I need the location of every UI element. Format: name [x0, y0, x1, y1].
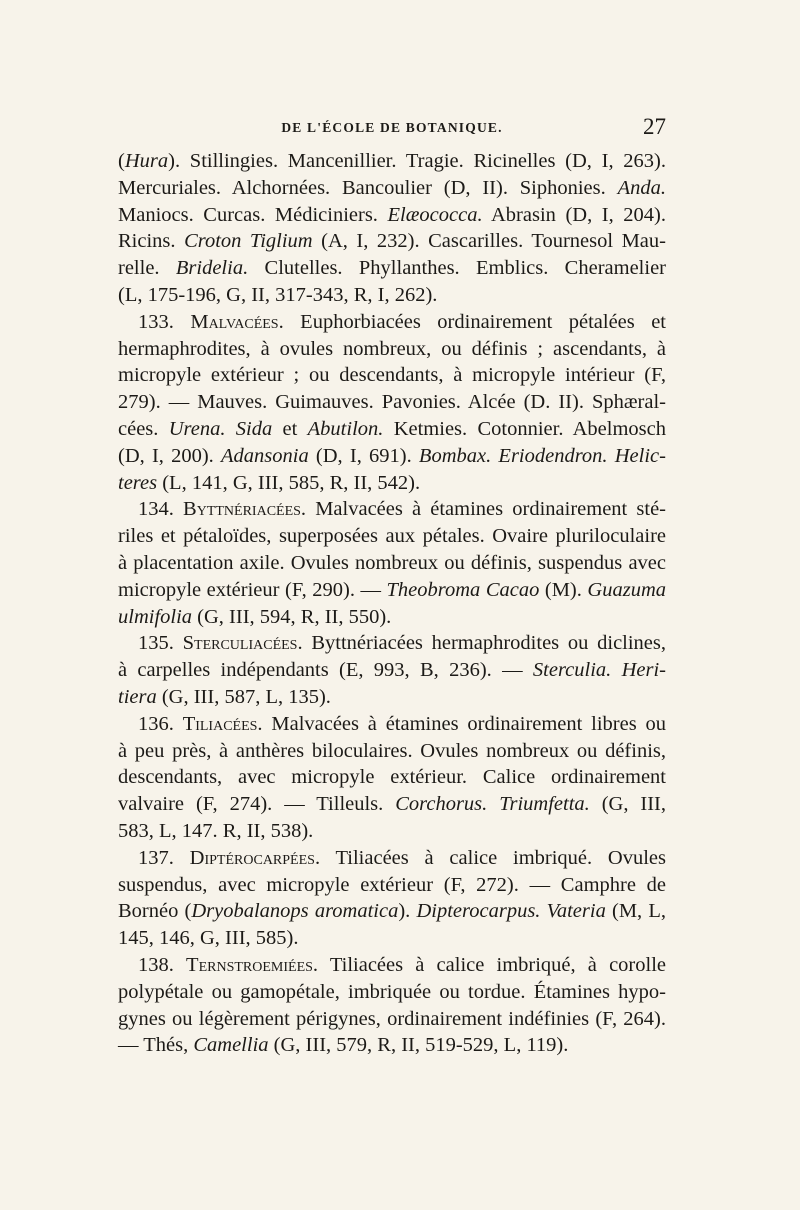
- text-line: [118, 362, 666, 389]
- text-run: 279). — Mauves. Guimauves. Pavonies. Alcée (D. II). Sphæral-: [118, 391, 666, 414]
- text-line: [118, 818, 666, 845]
- text-line: [118, 979, 666, 1006]
- text-run: cées.: [118, 417, 169, 440]
- text-run: à peu près, à anthères biloculaires. Ovules nombreux ou définis,: [118, 739, 666, 762]
- text-line: [118, 309, 666, 336]
- taxon-name: Urena. Sida: [168, 417, 273, 440]
- text-run: riles et pétaloïdes, superposées aux pétales. Ovaire pluriloculaire: [118, 525, 666, 548]
- text-run: Malvacées à étamines ordinairement libres ou: [262, 712, 667, 735]
- text-line: [118, 1032, 666, 1059]
- text-run: micropyle extérieur (F, 290). —: [118, 578, 387, 601]
- taxon-name: Corchorus. Triumfetta.: [395, 793, 590, 816]
- text-run: et: [272, 417, 308, 440]
- family-heading: Sterculiacées.: [182, 632, 303, 655]
- text-line: [118, 523, 666, 550]
- text-run: (G, III,: [589, 793, 666, 816]
- text-run: ).: [398, 900, 417, 923]
- text-line: [118, 336, 666, 363]
- text-run: (L, 141, G, III, 585, R, II, 542).: [157, 471, 421, 494]
- text-line: [118, 175, 666, 202]
- text-line: [118, 872, 666, 899]
- taxon-name: teres: [118, 471, 158, 494]
- family-heading: Ternstroemiées.: [186, 953, 319, 976]
- taxon-name: Abutilon.: [307, 417, 384, 440]
- text-line: [118, 1006, 666, 1033]
- text-line: [118, 202, 666, 229]
- text-run: (G, III, 594, R, II, 550).: [192, 605, 392, 628]
- text-run: Ricins.: [118, 230, 185, 253]
- text-run: Bornéo (: [118, 900, 192, 923]
- text-line: [118, 282, 666, 309]
- text-run: (M, L,: [605, 900, 666, 923]
- text-run: Abrasin (D, I, 204).: [482, 203, 666, 226]
- text-run: à placentation axile. Ovules nombreux ou définis, suspendus avec: [118, 551, 666, 574]
- taxon-name: Elæococca.: [387, 203, 483, 226]
- text-line: [118, 496, 666, 523]
- text-line: [118, 684, 666, 711]
- page-header: [118, 116, 666, 146]
- text-line: [118, 952, 666, 979]
- text-run: (G, III, 587, L, 135).: [156, 685, 331, 708]
- text-line: [118, 577, 666, 604]
- text-run: Maniocs. Curcas. Médiciniers.: [118, 203, 388, 226]
- text-run: relle.: [118, 257, 176, 280]
- taxon-name: Anda.: [617, 176, 666, 199]
- text-run: 134.: [138, 498, 184, 521]
- text-run: Malvacées à étamines ordinairement sté-: [306, 498, 667, 521]
- family-heading: Byttnériacées.: [183, 498, 307, 521]
- family-heading: Tiliacées.: [182, 712, 263, 735]
- body-text: [118, 148, 666, 1059]
- text-line: [118, 657, 666, 684]
- text-line: [118, 443, 666, 470]
- text-line: [118, 738, 666, 765]
- text-run: hermaphrodites, à ovules nombreux, ou définis ; ascendants, à: [118, 337, 666, 360]
- text-line: [118, 389, 666, 416]
- taxon-name: Hura: [124, 150, 169, 172]
- text-line: [118, 925, 666, 952]
- text-run: (D, I, 200).: [118, 444, 222, 467]
- taxon-name: Theobroma Cacao: [386, 578, 540, 601]
- family-heading: Malvacées.: [190, 310, 284, 333]
- text-run: Clutelles. Phyllanthes. Emblics. Cheramelier: [248, 257, 666, 280]
- text-run: (: [118, 150, 125, 172]
- family-heading: Diptérocarpées.: [189, 846, 321, 869]
- taxon-name: Croton Tiglium: [184, 230, 313, 253]
- taxon-name: Bombax. Eriodendron. Helic-: [418, 444, 666, 467]
- text-run: (G, III, 579, R, II, 519-529, L, 119).: [268, 1034, 569, 1057]
- text-run: — Thés,: [118, 1034, 194, 1057]
- text-run: suspendus, avec micropyle extérieur (F, 272). — Camphre de: [118, 873, 666, 896]
- running-head: DE L'ÉCOLE DE BOTANIQUE.: [281, 120, 503, 135]
- text-line: [118, 764, 666, 791]
- text-run: Mercuriales. Alchornées. Bancoulier (D, II). Siphonies.: [118, 176, 618, 199]
- taxon-name: Bridelia.: [175, 257, 249, 280]
- text-run: descendants, avec micropyle extérieur. Calice ordinairement: [118, 766, 666, 789]
- taxon-name: Adansonia: [221, 444, 309, 467]
- text-run: 137.: [138, 846, 190, 869]
- taxon-name: Dipterocarpus. Vateria: [416, 900, 606, 923]
- text-line: [118, 416, 666, 443]
- text-run: 138.: [138, 953, 187, 976]
- text-line: [118, 550, 666, 577]
- taxon-name: Guazuma: [587, 578, 666, 601]
- text-line: [118, 228, 666, 255]
- text-run: micropyle extérieur ; ou descendants, à micropyle intérieur (F,: [118, 364, 666, 387]
- text-run: Ketmies. Cotonnier. Abelmosch: [383, 417, 666, 440]
- text-run: 583, L, 147. R, II, 538).: [118, 819, 314, 842]
- taxon-name: Sterculia. Heri-: [532, 659, 666, 682]
- text-line: [118, 630, 666, 657]
- text-run: Tiliacées à calice imbriqué. Ovules: [320, 846, 667, 869]
- text-run: Euphorbiacées ordinairement pétalées et: [283, 310, 667, 333]
- taxon-name: Dryobalanops aromatica: [191, 900, 399, 923]
- text-line: [118, 255, 666, 282]
- text-run: 145, 146, G, III, 585).: [118, 927, 299, 950]
- taxon-name: Camellia: [193, 1034, 269, 1057]
- page-number: 27: [643, 114, 666, 139]
- text-line: [118, 604, 666, 631]
- text-line: [118, 470, 666, 497]
- text-run: valvaire (F, 274). — Tilleuls.: [118, 793, 396, 816]
- text-line: [118, 711, 666, 738]
- taxon-name: ulmifolia: [118, 605, 193, 628]
- text-run: à carpelles indépendants (E, 993, B, 236). —: [118, 659, 533, 682]
- text-run: (D, I, 691).: [308, 444, 419, 467]
- text-line: [118, 898, 666, 925]
- text-run: 133.: [138, 310, 191, 333]
- text-run: 136.: [138, 712, 183, 735]
- text-run: Byttnériacées hermaphrodites ou diclines,: [302, 632, 667, 655]
- text-line: [118, 791, 666, 818]
- text-run: 135.: [138, 632, 183, 655]
- text-run: polypétale ou gamopétale, imbriquée ou tordue. Étamines hypo-: [118, 980, 666, 1003]
- text-run: Tiliacées à calice imbriqué, à corolle: [318, 953, 666, 976]
- text-run: gynes ou légèrement périgynes, ordinairement indéfinies (F, 264).: [118, 1007, 666, 1030]
- text-run: (M).: [539, 578, 588, 601]
- taxon-name: tiera: [118, 685, 157, 708]
- text-line: [118, 148, 666, 175]
- text-run: (L, 175-196, G, II, 317-343, R, I, 262).: [118, 283, 438, 306]
- text-run: ). Stillingies. Mancenillier. Tragie. Ricinelles (D, I, 263).: [168, 150, 666, 172]
- text-run: (A, I, 232). Cascarilles. Tournesol Mau-: [312, 230, 666, 253]
- text-line: [118, 845, 666, 872]
